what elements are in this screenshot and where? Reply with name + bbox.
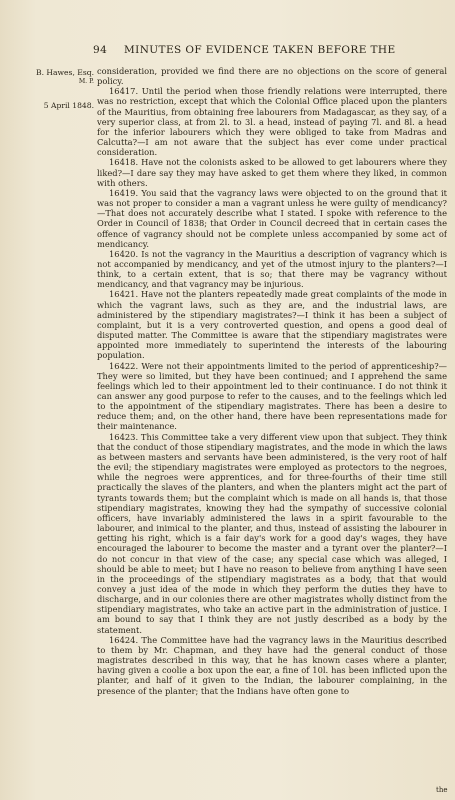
- witness-name: B. Hawes, Esq.: [36, 68, 94, 77]
- running-title: MINUTES OF EVIDENCE TAKEN BEFORE THE: [124, 44, 396, 56]
- paragraph-16421: 16421. Have not the planters repeatedly made great complaints of the mode in which the vagrant laws, such as they are, and the industrial laws, are administered by the stipendiary magistrates?—I think it has been a subject of complaint, but it is a very controverted question, and opens a good deal of disputed matter. The Committee is aware that the stipendiary magistrates were appointed more immediately to superintend the interests of the labouring population.: [97, 289, 447, 361]
- body-text: [97, 66, 447, 796]
- catchword: the: [436, 786, 448, 794]
- paragraph-16423: 16423. This Committee take a very different view upon that subject. They think that the conduct of those stipendiary magistrates, and the mode in which the laws as between masters and servants have been administered, is the very root of half the evil; the stipendiary magistrates were employed as protectors to the negroes, while the negroes were apprentices, and for three-fourths of their time still practically the slaves of the planters, and when the planters might act the part of tyrants towards them; but the complaint which is made on all hands is, that those stipendiary magistrates, knowing they had the sympathy of successive colonial officers, have invariably administered the laws in a spirit favourable to the labourer, and inimical to the planter, and thus, instead of assisting the labourer in getting his right, which is a fair day's work for a good day's wages, they have encouraged the labourer to become the master and a tyrant over the planter?—I do not concur in that view of the case; any special case which was alleged, I should be able to meet; but I have no reason to believe from anything I have seen in the proceedings of the stipendiary magistrates as a body, that that would convey a just idea of the mode in which they perform the duties they have to discharge, and in our colonies there are other magistrates wholly distinct from the stipendiary magistrates, who take an active part in the administration of justice. I am bound to say that I think they are not justly described as a body by the statement.: [97, 431, 447, 635]
- paragraph-16419: 16419. You said that the vagrancy laws were objected to on the ground that it was not proper to consider a man a vagrant unless he were guilty of mendicancy?—That does not accurately describe what I stated. I spoke with reference to the Order in Council of 1838; that Order in Council decreed that in certain cases the offence of vagrancy should not be complete unless accompanied by some act of mendicancy.: [97, 187, 447, 249]
- paragraph-16424: 16424. The Committee have had the vagrancy laws in the Mauritius described to them by Mr. Chapman, and they have had the general conduct of those magistrates described in this way, that he has known cases where a planter, having given a coolie a box upon the ear, a fine of 10l. has been inflicted upon the planter, and half of it given to the Indian, the labourer complaining, in the presence of the planter; that the Indians have often gone to: [97, 634, 447, 696]
- page-header: [0, 44, 455, 58]
- margin-witness-note: [0, 68, 94, 86]
- paragraph-16417: 16417. Until the period when those friendly relations were interrupted, there was no restriction, except that which the Colonial Office placed upon the planters of the Mauritius, from obtaining free labourers from Madagascar, as they say, of a very superior class, at from 2l. to 3l. a head, instead of paying 7l. and 8l. a head for the inferior labourers which they were obliged to take from Madras and Calcutta?—I am not aware that the subject has ever come under practical consideration.: [97, 86, 447, 158]
- paragraph-continuation: consideration, provided we find there are no objections on the score of general policy.: [97, 66, 447, 87]
- page-number: 94: [93, 44, 108, 56]
- paragraph-16422: 16422. Were not their appointments limited to the period of apprenticeship?—They were so limited, but they have been continued; and I apprehend the same feelings which led to their appointment led to their continuance. I do not think it can answer any good purpose to refer to the causes, and to the feelings which led to the appointment of the stipendiary magistrates. There has been a desire to reduce them; and, on the other hand, there have been representations made for their maintenance.: [97, 360, 447, 432]
- paragraph-16418: 16418. Have not the colonists asked to be allowed to get labourers where they liked?—I dare say they may have asked to get them where they liked, in common with others.: [97, 157, 447, 188]
- witness-suffix: M. P.: [78, 78, 94, 85]
- paragraph-16420: 16420. Is not the vagrancy in the Mauritius a description of vagrancy which is not accompanied by mendicancy, and yet of the utmost injury to the planters?—I think, to a certain extent, that is so; that there may be vagrancy without mendicancy, and that vagrancy may be injurious.: [97, 248, 447, 290]
- margin-date-note: 5 April 1848.: [43, 101, 94, 110]
